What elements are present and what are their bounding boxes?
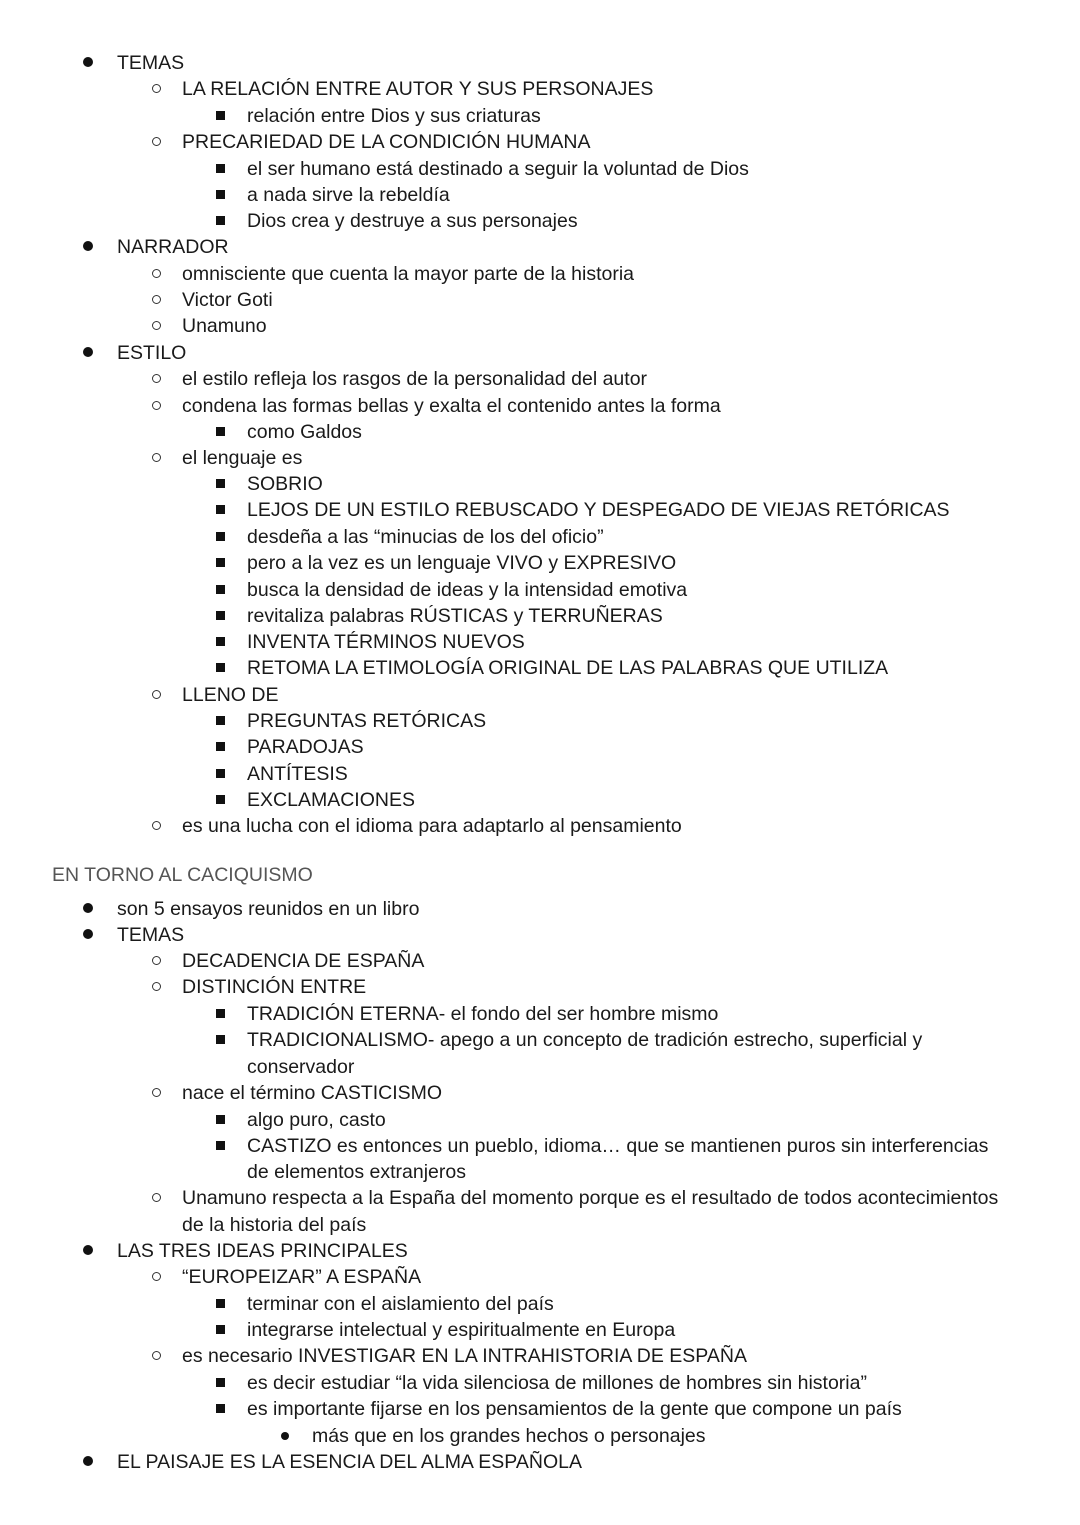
- list-item-continuation: conservador: [247, 1056, 355, 1078]
- circle-bullet-icon: [152, 269, 161, 278]
- list-item: PREGUNTAS RETÓRICAS: [247, 708, 486, 734]
- bullet-icon: [83, 903, 93, 913]
- list-item: el estilo refleja los rasgos de la personalidad del autor: [182, 366, 647, 392]
- square-bullet-icon: [216, 1141, 225, 1150]
- circle-bullet-icon: [152, 1272, 161, 1281]
- list-item: TRADICIÓN ETERNA- el fondo del ser hombre mismo: [247, 1001, 718, 1027]
- square-bullet-icon: [216, 1299, 225, 1308]
- list-item: ESTILO: [117, 340, 186, 366]
- list-item: son 5 ensayos reunidos en un libro: [117, 896, 419, 922]
- list-item: CASTIZO es entonces un pueblo, idioma… que se mantienen puros sin interferencias: [247, 1133, 988, 1159]
- circle-bullet-icon: [152, 137, 161, 146]
- bullet-icon: [83, 57, 93, 67]
- list-item: EXCLAMACIONES: [247, 787, 415, 813]
- list-item: relación entre Dios y sus criaturas: [247, 103, 541, 129]
- list-item: terminar con el aislamiento del país: [247, 1291, 554, 1317]
- square-bullet-icon: [216, 427, 225, 436]
- list-item: EL PAISAJE ES LA ESENCIA DEL ALMA ESPAÑOLA: [117, 1449, 582, 1475]
- list-item: ANTÍTESIS: [247, 761, 348, 787]
- square-bullet-icon: [216, 558, 225, 567]
- list-item: DISTINCIÓN ENTRE: [182, 974, 366, 1000]
- list-item: LA RELACIÓN ENTRE AUTOR Y SUS PERSONAJES: [182, 76, 653, 102]
- square-bullet-icon: [216, 1325, 225, 1334]
- list-item: TEMAS: [117, 50, 184, 76]
- list-item: busca la densidad de ideas y la intensidad emotiva: [247, 577, 687, 603]
- list-item: es necesario INVESTIGAR EN LA INTRAHISTORIA DE ESPAÑA: [182, 1343, 747, 1369]
- square-bullet-icon: [216, 505, 225, 514]
- bullet-icon: [281, 1432, 289, 1440]
- list-item: LLENO DE: [182, 682, 278, 708]
- list-item: el ser humano está destinado a seguir la voluntad de Dios: [247, 156, 749, 182]
- square-bullet-icon: [216, 1378, 225, 1387]
- circle-bullet-icon: [152, 956, 161, 965]
- square-bullet-icon: [216, 1009, 225, 1018]
- list-item: el lenguaje es: [182, 445, 302, 471]
- list-item: a nada sirve la rebeldía: [247, 182, 450, 208]
- square-bullet-icon: [216, 1035, 225, 1044]
- list-item: es una lucha con el idioma para adaptarlo al pensamiento: [182, 813, 682, 839]
- bullet-icon: [83, 1245, 93, 1255]
- list-item: como Galdos: [247, 419, 362, 445]
- list-item: integrarse intelectual y espiritualmente en Europa: [247, 1317, 675, 1343]
- list-item: LAS TRES IDEAS PRINCIPALES: [117, 1238, 408, 1264]
- square-bullet-icon: [216, 663, 225, 672]
- list-item: nace el término CASTICISMO: [182, 1080, 442, 1106]
- circle-bullet-icon: [152, 1193, 161, 1202]
- square-bullet-icon: [216, 1404, 225, 1413]
- square-bullet-icon: [216, 637, 225, 646]
- square-bullet-icon: [216, 111, 225, 120]
- circle-bullet-icon: [152, 84, 161, 93]
- list-item: PARADOJAS: [247, 734, 364, 760]
- square-bullet-icon: [216, 532, 225, 541]
- list-item: Victor Goti: [182, 287, 273, 313]
- list-item: PRECARIEDAD DE LA CONDICIÓN HUMANA: [182, 129, 590, 155]
- list-item: DECADENCIA DE ESPAÑA: [182, 948, 424, 974]
- square-bullet-icon: [216, 1115, 225, 1124]
- square-bullet-icon: [216, 216, 225, 225]
- list-item: omnisciente que cuenta la mayor parte de la historia: [182, 261, 634, 287]
- circle-bullet-icon: [152, 401, 161, 410]
- list-item: desdeña a las “minucias de los del oficio”: [247, 524, 604, 550]
- circle-bullet-icon: [152, 295, 161, 304]
- list-item: es importante fijarse en los pensamientos de la gente que compone un país: [247, 1396, 902, 1422]
- list-item: RETOMA LA ETIMOLOGÍA ORIGINAL DE LAS PALABRAS QUE UTILIZA: [247, 655, 888, 681]
- list-item-continuation: de la historia del país: [182, 1214, 367, 1236]
- square-bullet-icon: [216, 795, 225, 804]
- list-item-continuation: de elementos extranjeros: [247, 1161, 466, 1183]
- square-bullet-icon: [216, 769, 225, 778]
- list-item: NARRADOR: [117, 234, 229, 260]
- list-item: “EUROPEIZAR” A ESPAÑA: [182, 1264, 421, 1290]
- bullet-icon: [83, 1456, 93, 1466]
- list-item: condena las formas bellas y exalta el contenido antes la forma: [182, 393, 721, 419]
- list-item: LEJOS DE UN ESTILO REBUSCADO Y DESPEGADO DE VIEJAS RETÓRICAS: [247, 497, 950, 523]
- circle-bullet-icon: [152, 690, 161, 699]
- section-heading: EN TORNO AL CACIQUISMO: [52, 864, 313, 886]
- square-bullet-icon: [216, 164, 225, 173]
- square-bullet-icon: [216, 611, 225, 620]
- list-item: revitaliza palabras RÚSTICAS y TERRUÑERAS: [247, 603, 663, 629]
- circle-bullet-icon: [152, 1351, 161, 1360]
- circle-bullet-icon: [152, 821, 161, 830]
- list-item: pero a la vez es un lenguaje VIVO y EXPRESIVO: [247, 550, 676, 576]
- list-item: TRADICIONALISMO- apego a un concepto de tradición estrecho, superficial y: [247, 1027, 922, 1053]
- square-bullet-icon: [216, 742, 225, 751]
- square-bullet-icon: [216, 190, 225, 199]
- list-item: TEMAS: [117, 922, 184, 948]
- square-bullet-icon: [216, 479, 225, 488]
- circle-bullet-icon: [152, 374, 161, 383]
- square-bullet-icon: [216, 585, 225, 594]
- bullet-icon: [83, 241, 93, 251]
- bullet-icon: [83, 929, 93, 939]
- list-item: algo puro, casto: [247, 1107, 386, 1133]
- bullet-icon: [83, 347, 93, 357]
- list-item: Unamuno respecta a la España del momento porque es el resultado de todos acontecimientos: [182, 1185, 998, 1211]
- list-item: SOBRIO: [247, 471, 323, 497]
- list-item: más que en los grandes hechos o personajes: [312, 1423, 706, 1449]
- circle-bullet-icon: [152, 1088, 161, 1097]
- list-item: es decir estudiar “la vida silenciosa de millones de hombres sin historia”: [247, 1370, 867, 1396]
- list-item: INVENTA TÉRMINOS NUEVOS: [247, 629, 525, 655]
- square-bullet-icon: [216, 716, 225, 725]
- circle-bullet-icon: [152, 453, 161, 462]
- circle-bullet-icon: [152, 321, 161, 330]
- list-item: Dios crea y destruye a sus personajes: [247, 208, 578, 234]
- list-item: Unamuno: [182, 313, 267, 339]
- circle-bullet-icon: [152, 982, 161, 991]
